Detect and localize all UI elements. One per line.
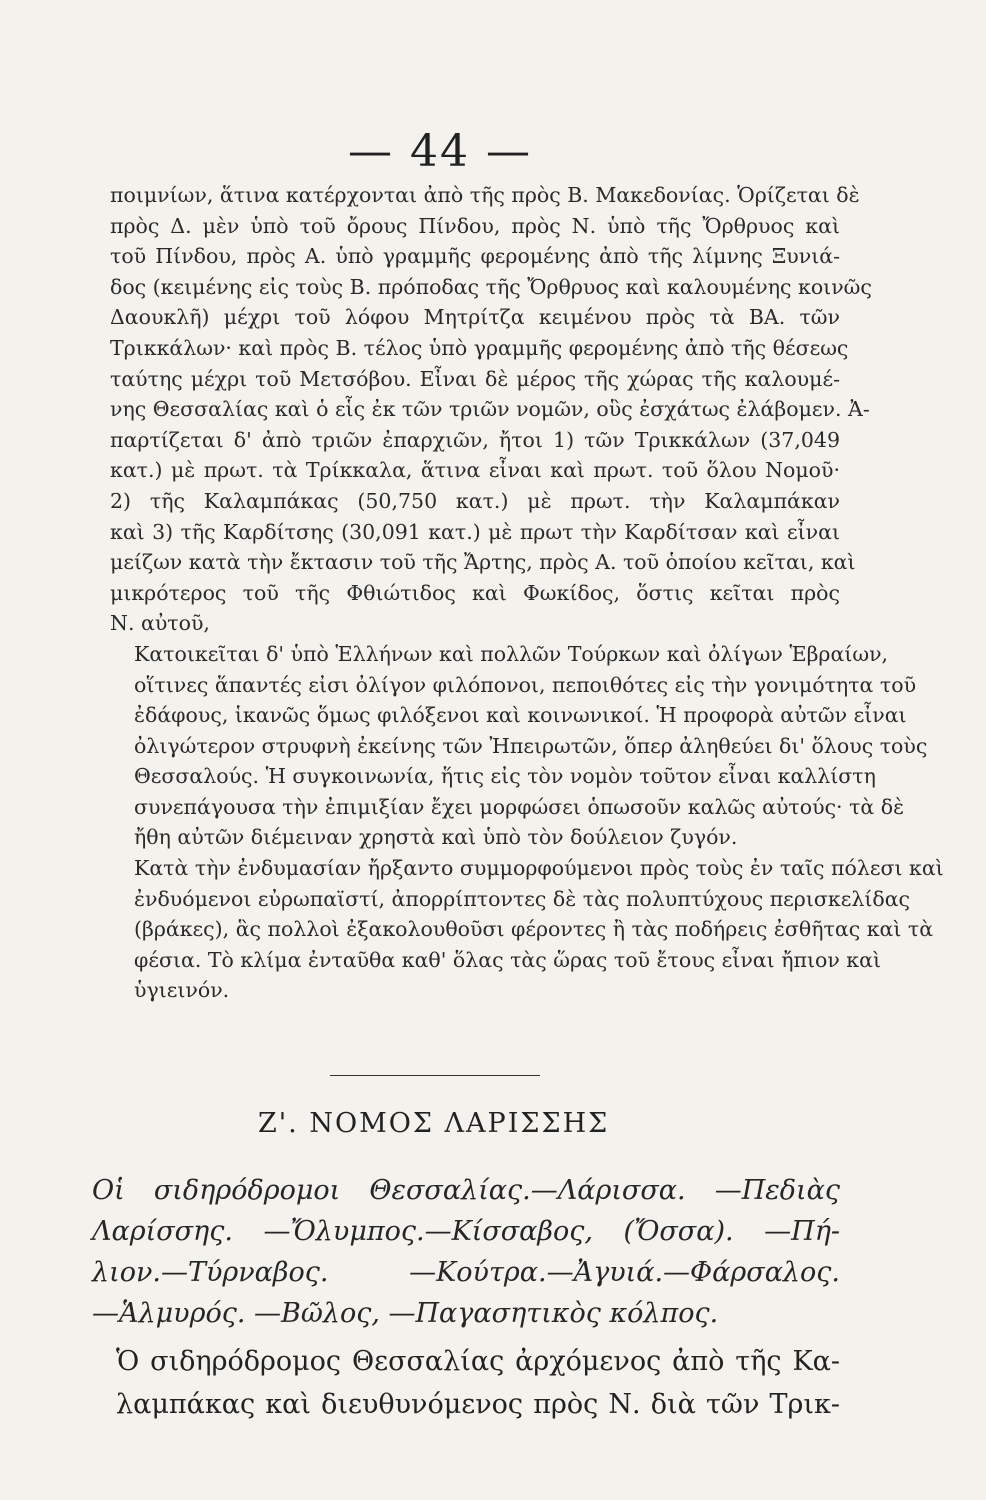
text-line: τοῦ Πίνδου, πρὸς Α. ὑπὸ γραμμῆς φερομένης ἀπὸ τῆς λίμνης Ξυνιά-	[110, 244, 840, 269]
text-line: Θεσσαλούς. Ἡ συγκοινωνία, ἥτις εἰς τὸν νομὸν τοῦτον εἶναι καλλίστη	[134, 764, 876, 789]
section-divider	[330, 1075, 540, 1076]
text-line: Δαουκλῆ) μέχρι τοῦ λόφου Μητρίτζα κειμένου πρὸς τὰ ΒΑ. τῶν	[110, 305, 840, 330]
summary-line: Οἱ σιδηρόδρομοι Θεσσαλίας.—Λάρισσα. —Πεδιὰς	[92, 1175, 840, 1206]
text-line: ἤθη αὐτῶν διέμειναν χρηστὰ καὶ ὑπὸ τὸν δούλειον ζυγόν.	[134, 825, 738, 850]
text-line: ὑγιεινόν.	[134, 978, 230, 1003]
text-line: δος (κειμένης εἰς τοὺς Β. πρόποδας τῆς Ὄρθρυος καὶ καλουμένης κοινῶς	[110, 274, 872, 299]
section-summary	[92, 1170, 840, 1334]
text-line: μείζων κατὰ τὴν ἔκτασιν τοῦ τῆς Ἄρτης, πρὸς Α. τοῦ ὁποίου κεῖται, καὶ	[110, 550, 856, 575]
lead-line: Ὁ σιδηρόδρομος Θεσσαλίας ἀρχόμενος ἀπὸ τῆς Κα-	[116, 1346, 840, 1377]
text-line: μικρότερος τοῦ τῆς Φθιώτιδος καὶ Φωκίδος, ὅστις κεῖται πρὸς	[110, 580, 840, 605]
paragraph-inhabitants	[110, 639, 928, 853]
text-line: οἵτινες ἅπαντές εἰσι ὀλίγον φιλόπονοι, πεποιθότες εἰς τὴν γονιμότητα τοῦ	[134, 672, 917, 697]
text-line: (βράκες), ἃς πολλοὶ ἐξακολουθοῦσι φέροντες ἢ τὰς ποδήρεις ἐσθῆτας καὶ τὰ	[134, 917, 934, 942]
text-line: Ν. αὐτοῦ,	[110, 611, 210, 636]
text-line: πρὸς Δ. μὲν ὑπὸ τοῦ ὄρους Πίνδου, πρὸς Ν. ὑπὸ τῆς Ὄρθρυος καὶ	[110, 213, 840, 238]
text-line: Κατὰ τὴν ἐνδυμασίαν ἤρξαντο συμμορφούμενοι πρὸς τοὺς ἐν ταῖς πόλεσι καὶ	[134, 856, 944, 881]
text-line: ποιμνίων, ἅτινα κατέρχονται ἀπὸ τῆς πρὸς Β. Μακεδονίας. Ὁρίζεται δὲ	[110, 183, 860, 207]
text-line: ἐνδυόμενοι εὐρωπαϊστί, ἀπορρίπτοντες δὲ τὰς πολυπτύχους περισκελίδας	[134, 886, 911, 911]
text-line: συνεπάγουσα τὴν ἐπιμιξίαν ἔχει μορφώσει ὁπωσοῦν καλῶς αὐτούς· τὰ δὲ	[134, 794, 905, 819]
text-line: ὀλιγώτερον στρυφνὴ ἐκείνης τῶν Ἠπειρωτῶν, ὅπερ ἀληθεύει δι' ὅλους τοὺς	[134, 733, 928, 758]
text-line: ἐδάφους, ἱκανῶς ὅμως φιλόξενοι καὶ κοινωνικοί. Ἡ προφορὰ αὐτῶν εἶναι	[134, 703, 907, 728]
paragraph-clothing-climate	[110, 853, 944, 1006]
text-line: Κατοικεῖται δ' ὑπὸ Ἑλλήνων καὶ πολλῶν Τούρκων καὶ ὀλίγων Ἑβραίων,	[134, 641, 889, 666]
body-text	[110, 180, 944, 1006]
text-line: ταύτης μέχρι τοῦ Μετσόβου. Εἶναι δὲ μέρος τῆς χώρας τῆς καλουμέ-	[110, 366, 840, 391]
text-line: κατ.) μὲ πρωτ. τὰ Τρίκκαλα, ἅτινα εἶναι καὶ πρωτ. τοῦ ὅλου Νομοῦ·	[110, 458, 840, 483]
summary-line: Λαρίσσης. —Ὄλυμπος.—Κίσσαβος, (Ὄσσα). —Πή-	[92, 1216, 840, 1247]
page-number: — 44 —	[348, 126, 532, 177]
summary-line: —Ἁλμυρός. —Βῶλος, —Παγασητικὸς κόλπος.	[92, 1298, 719, 1329]
text-line: φέσια. Τὸ κλίμα ἐνταῦθα καθ' ὅλας τὰς ὥρας τοῦ ἔτους εἶναι ἤπιον καὶ	[134, 947, 881, 972]
summary-line: λιον.—Τύρναβος. —Κούτρα.—Ἀγυιά.—Φάρσαλος.	[92, 1257, 840, 1288]
lead-line: λαμπάκας καὶ διευθυνόμενος πρὸς Ν. διὰ τῶν Τρικ-	[116, 1389, 840, 1420]
section-title: Ζ'. ΝΟΜΟΣ ΛΑΡΙΣΣΗΣ	[258, 1108, 610, 1139]
text-line: Τρικκάλων· καὶ πρὸς Β. τέλος ὑπὸ γραμμῆς φερομένης ἀπὸ τῆς θέσεως	[110, 335, 849, 360]
text-line: παρτίζεται δ' ἀπὸ τριῶν ἐπαρχιῶν, ἤτοι 1) τῶν Τρικκάλων (37,049	[110, 427, 840, 452]
section-lead-paragraph	[92, 1340, 840, 1426]
text-line: νης Θεσσαλίας καὶ ὁ εἷς ἐκ τῶν τριῶν νομῶν, οὓς ἐσχάτως ἐλάβομεν. Ἀ-	[110, 397, 870, 422]
text-line: 2) τῆς Καλαμπάκας (50,750 κατ.) μὲ πρωτ. τὴν Καλαμπάκαν	[110, 488, 840, 513]
text-line: καὶ 3) τῆς Καρδίτσης (30,091 κατ.) μὲ πρωτ τὴν Καρδίτσαν καὶ εἶναι	[110, 519, 840, 544]
paragraph-boundaries	[110, 180, 872, 639]
